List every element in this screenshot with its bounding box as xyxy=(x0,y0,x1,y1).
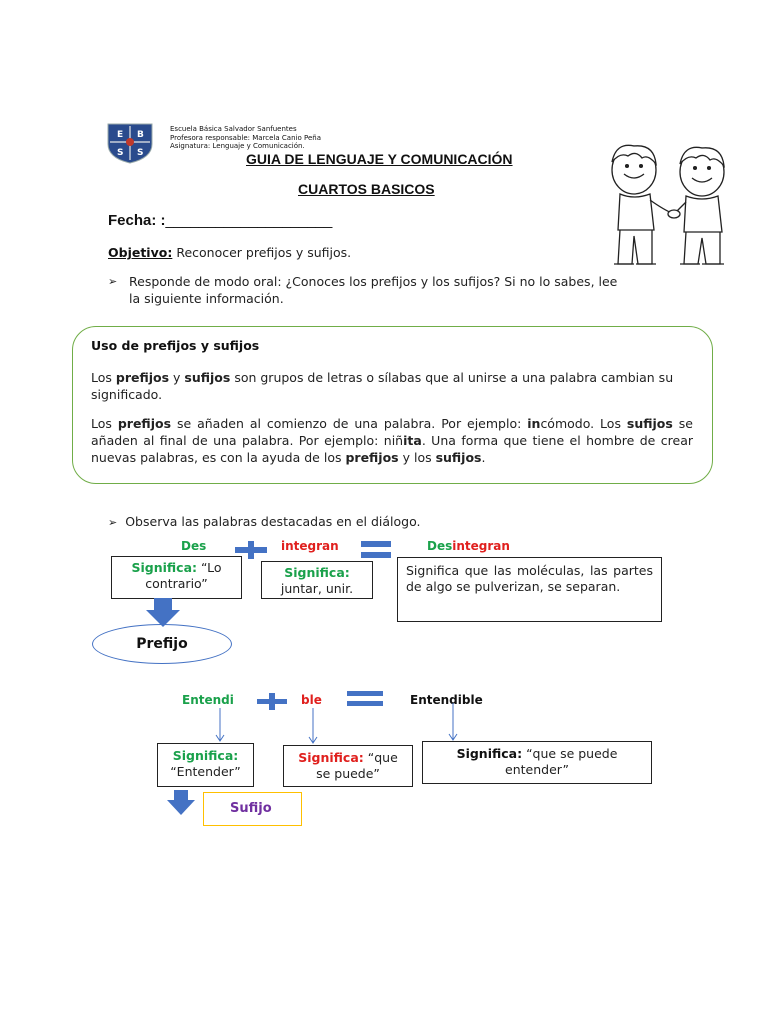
fecha-line: ____________________ xyxy=(165,212,333,229)
sufijo-label: Sufijo xyxy=(230,801,272,816)
down-arrow-icon xyxy=(166,790,196,820)
teacher-name: Profesora responsable: Marcela Canio Peña xyxy=(170,133,321,142)
bullet-arrow: ➢ xyxy=(108,516,118,529)
row1-prefix-word: Des xyxy=(181,539,207,553)
equals-icon xyxy=(347,691,383,712)
row2-box-suffix: Significa: “que se puede” xyxy=(283,745,413,787)
logo-letter: S xyxy=(137,148,144,158)
row2-box-base: Significa: “Entender” xyxy=(157,743,254,787)
row2-suffix-word: ble xyxy=(301,693,322,707)
objetivo-text: Reconocer prefijos y sufijos. xyxy=(172,245,352,260)
objetivo-row xyxy=(108,244,351,261)
row1-box-base: Significa: juntar, unir. xyxy=(261,561,373,599)
instruction-2 xyxy=(108,513,421,531)
page-title: GUIA DE LENGUAJE Y COMUNICACIÓN xyxy=(246,151,513,167)
fecha-label: Fecha: : xyxy=(108,212,166,229)
sufijo-box xyxy=(203,792,302,826)
instruction-1-line1: Responde de modo oral: ¿Conoces los prefijos y los sufijos? Si no lo sabes, lee xyxy=(129,274,618,289)
thin-down-arrow-icon xyxy=(215,708,225,746)
prefijo-label: Prefijo xyxy=(136,636,188,652)
thin-down-arrow-icon xyxy=(448,703,458,745)
school-name: Escuela Básica Salvador Sanfuentes xyxy=(170,125,297,133)
logo-letter: E xyxy=(117,130,124,140)
instruction-2-text: Observa las palabras destacadas en el diálogo. xyxy=(125,514,421,529)
row1-box-prefix: Significa: “Lo contrario” xyxy=(111,556,242,599)
plus-icon xyxy=(257,693,287,714)
info-heading: Uso de prefijos y sufijos xyxy=(91,338,260,353)
row1-result-word: Desintegran xyxy=(427,539,510,553)
row1-box-result: Significa que las moléculas, las partes de algo se pulverizan, se separan. xyxy=(397,557,662,622)
bullet-arrow: ➢ xyxy=(108,275,118,288)
row2-box-result: Significa: “que se puede entender” xyxy=(422,741,652,784)
children-illustration xyxy=(598,140,740,272)
fecha-row xyxy=(108,212,332,229)
instruction-1-line2: la siguiente información. xyxy=(129,291,284,306)
row2-base-word: Entendi xyxy=(182,693,234,707)
logo-letter: S xyxy=(117,148,124,158)
school-logo xyxy=(106,122,154,164)
instruction-1 xyxy=(108,273,668,307)
row1-base-word: integran xyxy=(281,539,339,553)
logo-letter: B xyxy=(137,130,144,140)
school-header xyxy=(170,125,321,151)
objetivo-label: Objetivo: xyxy=(108,245,173,260)
subject-name: Asignatura: Lenguaje y Comunicación. xyxy=(170,142,305,150)
prefijo-ellipse xyxy=(92,624,232,664)
page-subtitle: CUARTOS BASICOS xyxy=(298,181,435,197)
info-paragraph-1: Los prefijos y sufijos son grupos de letras o sílabas que al unirse a una palabra cambian su significado. xyxy=(91,370,674,402)
row2-result-word: Entendible xyxy=(410,693,483,707)
thin-down-arrow-icon xyxy=(308,708,318,748)
info-paragraph-2: Los prefijos se añaden al comienzo de una palabra. Por ejemplo: incómodo. Los sufijos se añaden al final de una palabra. Por ejemplo: niñita. Una forma que tiene el hombre de crear nuevas palabras, es con la ayuda de los prefijos y los sufijos. xyxy=(91,416,693,465)
